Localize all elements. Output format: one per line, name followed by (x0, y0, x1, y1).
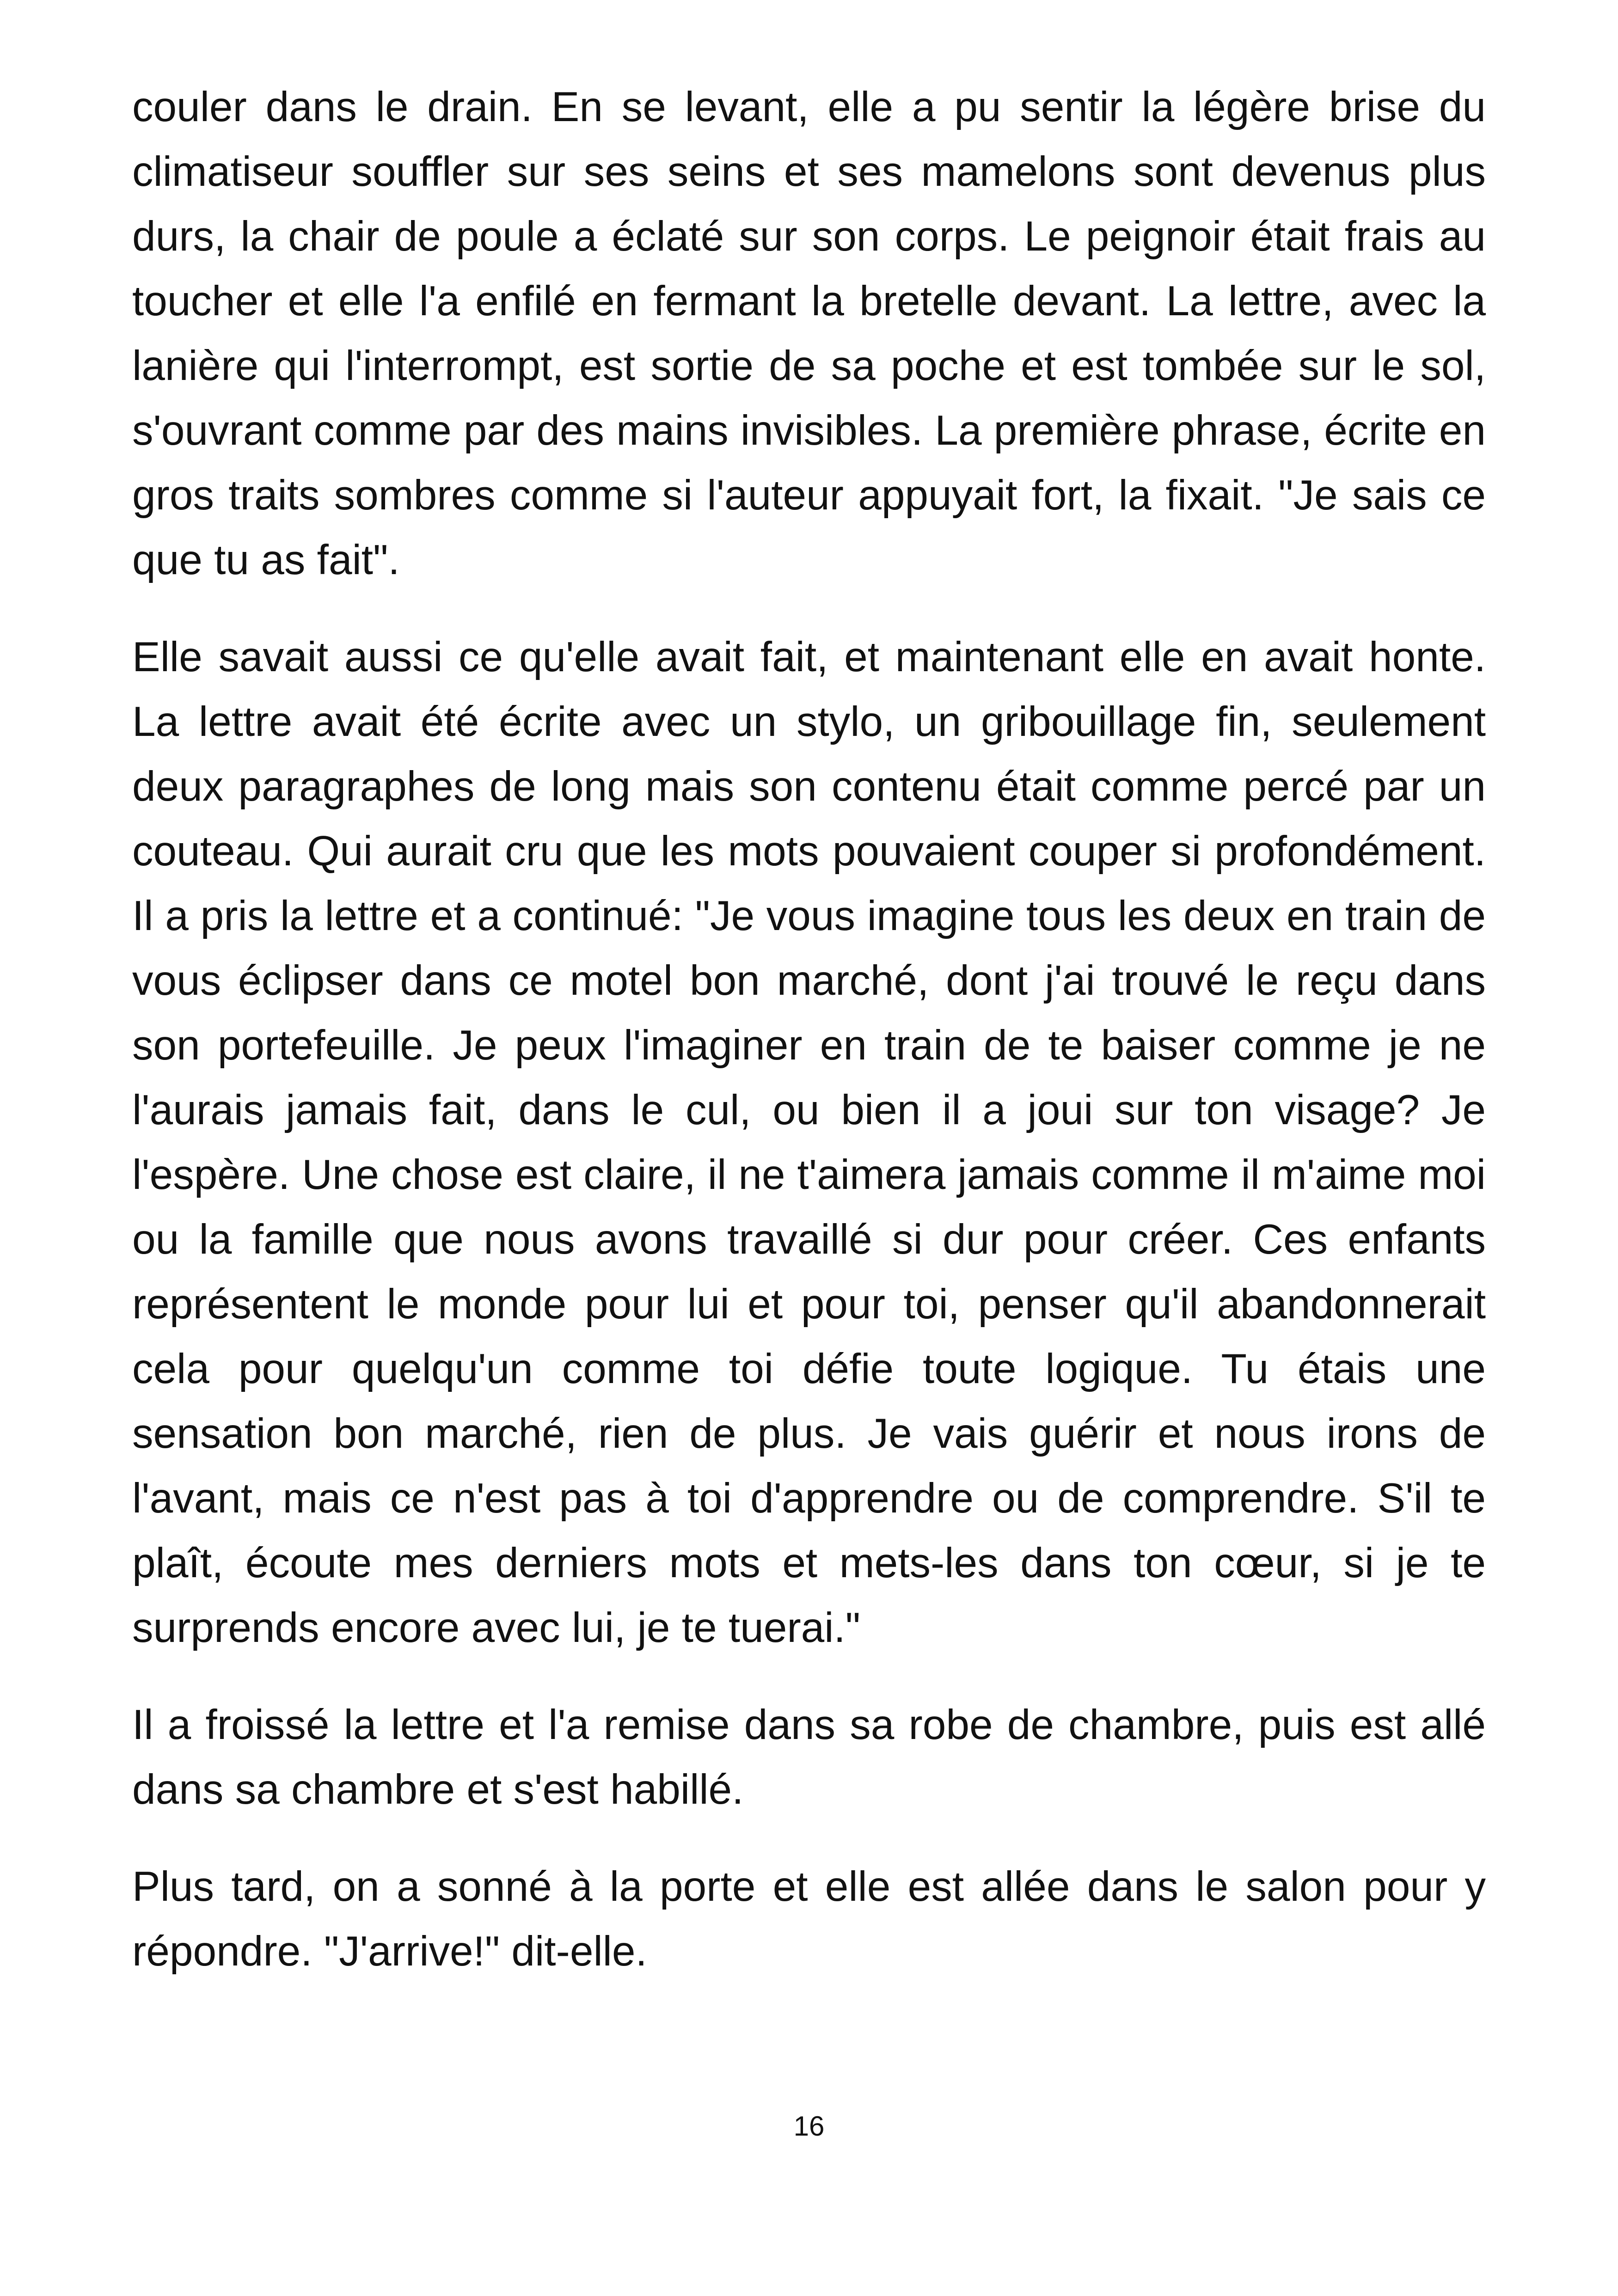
paragraph-2: Elle savait aussi ce qu'elle avait fait, et maintenant elle en avait honte. La lettre avait été écrite avec un stylo, un gribouillage fin, seulement deux paragraphes de long mais son contenu était comme percé par un couteau. Qui aurait cru que les mots pouvaient couper si profondément. Il a pris la lettre et a continué: "Je vous imagine tous les deux en train de vous éclipser dans ce motel bon marché, dont j'ai trouvé le reçu dans son portefeuille. Je peux l'imaginer en train de te baiser comme je ne l'aurais jamais fait, dans le cul, ou bien il a joui sur ton visage? Je l'espère. Une chose est claire, il ne t'aimera jamais comme il m'aime moi ou la famille que nous avons travaillé si dur pour créer. Ces enfants représentent le monde pour lui et pour toi, penser qu'il abandonnerait cela pour quelqu'un comme toi défie toute logique. Tu étais une sensation bon marché, rien de plus. Je vais guérir et nous irons de l'avant, mais ce n'est pas à toi d'apprendre ou de comprendre. S'il te plaît, écoute mes derniers mots et mets-les dans ton cœur, si je te surprends encore avec lui, je te tuerai." (132, 634, 1486, 1651)
body-text (132, 75, 1486, 2016)
paragraph-3: Il a froissé la lettre et l'a remise dans sa robe de chambre, puis est allé dans sa chambre et s'est habillé. (132, 1702, 1486, 1813)
paragraph-1: couler dans le drain. En se levant, elle a pu sentir la légère brise du climatiseur souffler sur ses seins et ses mamelons sont devenus plus durs, la chair de poule a éclaté sur son corps. Le peignoir était frais au toucher et elle l'a enfilé en fermant la bretelle devant. La lettre, avec la lanière qui l'interrompt, est sortie de sa poche et est tombée sur le sol, s'ouvrant comme par des mains invisibles. La première phrase, écrite en gros traits sombres comme si l'auteur appuyait fort, la fixait. "Je sais ce que tu as fait". (132, 84, 1486, 583)
paragraph-4: Plus tard, on a sonné à la porte et elle est allée dans le salon pour y répondre. "J'arrive!" dit-elle. (132, 1863, 1486, 1975)
page-number: 16 (793, 2111, 825, 2142)
